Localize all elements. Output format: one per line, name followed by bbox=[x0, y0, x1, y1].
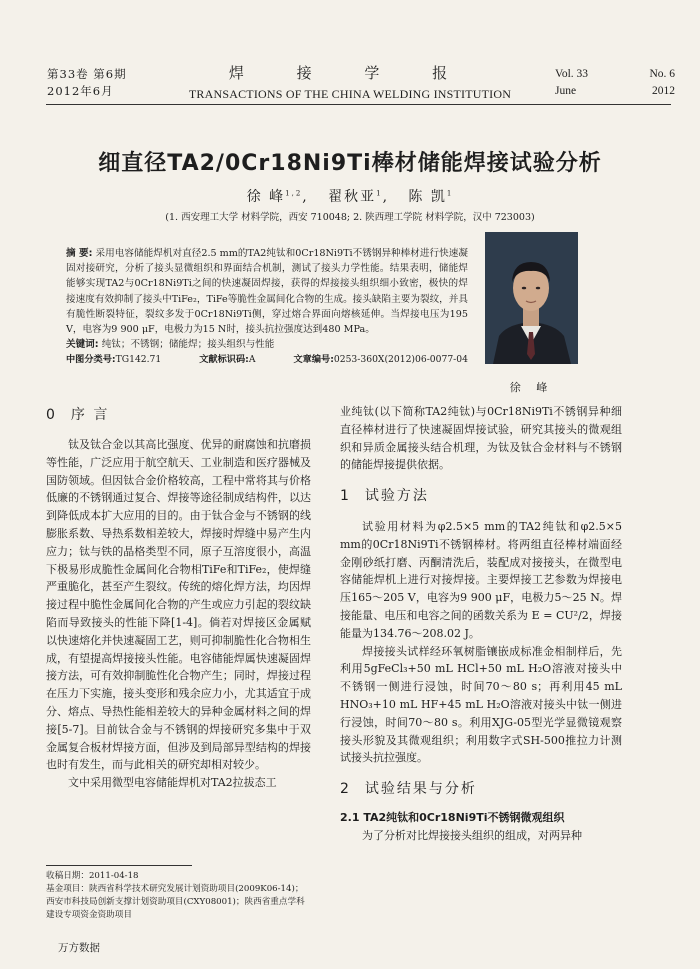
number-en: No. 6 bbox=[649, 68, 675, 80]
author-affil-mark: 1 bbox=[376, 189, 383, 198]
subsection-heading: 2.1 TA2纯钛和0Cr18Ni9Ti不锈钢微观组织 bbox=[340, 810, 565, 824]
author-name: 徐 峰 bbox=[246, 189, 286, 205]
article-number-label: 文章编号: bbox=[293, 354, 334, 366]
affiliation: (1. 西安理工大学 材料学院，西安 710048; 2. 陕西理工学院 材料学院，汉中 723003) bbox=[165, 212, 535, 223]
section-title: 试验方法 bbox=[364, 488, 429, 505]
volume-en: Vol. 33 bbox=[555, 68, 589, 80]
section-title: 序 言 bbox=[70, 407, 110, 423]
author-photo bbox=[485, 232, 578, 364]
section-number: 2 bbox=[340, 781, 351, 798]
right-column bbox=[340, 403, 622, 845]
section-heading-0 bbox=[46, 404, 109, 424]
body-paragraph: 试验用材料为φ2.5×5 mm的TA2纯钛和φ2.5×5 mm的0Cr18Ni9Ti不锈钢棒材。将两组直径棒材端面经金刚砂纸打磨、丙酮清洗后，装配成对接接头，在微型电容储能焊机上进行对接焊接。主要焊接工艺参数为焊接电压165～205 V，电容为9 900 μF，电极力5～25 N。焊接能量、电压和电容之间的函数关系为 E = CU²/2，焊接能量为134.76～208.02 J。 bbox=[340, 519, 622, 640]
author-affil-mark: 1 bbox=[446, 189, 454, 198]
section-heading-2 bbox=[340, 781, 622, 799]
clc-value: TG142.71 bbox=[115, 354, 162, 366]
funding-note: 基金项目：陕西省科学技术研究发展计划资助项目(2009K06-14)；西安市科技局创新支撑计划资助项目(CXY08001)；陕西省重点学科建设专项资金资助项目 bbox=[46, 884, 305, 920]
paper-title: 细直径TA2/0Cr18Ni9Ti棒材储能焊接试验分析 bbox=[98, 151, 602, 176]
abstract bbox=[66, 246, 468, 337]
footnotes bbox=[46, 870, 311, 922]
abstract-label: 摘 要: bbox=[66, 248, 93, 259]
issue-info-en bbox=[555, 66, 675, 100]
volume-cn: 第33卷 第6期 bbox=[47, 67, 127, 81]
header-rule bbox=[46, 104, 671, 105]
body-paragraph-continued: 业纯钛(以下简称TA2纯钛)与0Cr18Ni9Ti不锈钢异种细直径棒材进行了快速凝固焊接试验，研究其接头的微观组织和异质金属接头结合机理，为钛及钛合金材料与不锈钢的储能焊接提供依据。 bbox=[340, 405, 622, 472]
journal-name-en: TRANSACTIONS OF THE CHINA WELDING INSTITUTION bbox=[188, 87, 512, 101]
body-paragraph: 钛及钛合金以其高比强度、优异的耐腐蚀和抗磨损等性能，广泛应用于航空航天、工业制造和医疗器械及国防领域。但因钛合金价格较高，工程中常将其与价格低廉的不锈钢通过复合、焊接等途径制成结构件，以达到降低成本扩大应用的目的。由于钛合金与不锈钢的线膨胀系数、导热系数相差较大，焊接时焊缝中易产生内应力；钛与铁的晶格类型不同，原子互溶度很小，高温下极易形成脆性金属间化合物相TiFe和TiFe₂，使焊缝严重脆化，甚至产生裂纹。传统的熔化焊方法，均因焊接过程中脆性金属间化合物的产生或应力引起的裂纹缺陷而导致接头的性能下降[1-4]。倘若对焊接区金属赋以快速熔化并快速凝固工艺，则可抑制脆性化合物相生成，有望提高焊接接头性能。电容储能焊属快速凝固焊接方法，可有效抑制脆性化合物产生；同时，焊接过程在压力下实施，接头变形和残余应力小，尤其适宜于成分、熔点、导热性能相差较大的异种金属材料之间的焊接[5-7]。目前钛合金与不锈钢的焊接研究多集中于双金属复合板材焊接方面，但涉及到局部异型结构的焊接也时有发生，而与此相关的研究却相对较少。 bbox=[46, 438, 311, 772]
section-number: 0 bbox=[46, 407, 57, 423]
author-name: 陈 凯 bbox=[408, 189, 447, 205]
author-affil-mark: 1,2 bbox=[285, 189, 303, 198]
abstract-text: 采用电容储能焊机对直径2.5 mm的TA2纯钛和0Cr18Ni9Ti不锈钢异种棒材进行快速凝固对接研究，分析了接头显微组织和界面结合机制，测试了接头力学性能。结果表明，储能焊能够实现TA2与0Cr18Ni9Ti之间的快速凝固焊接，获得的焊接接头组织细小致密，极快的焊接速度有效抑制了接头中TiFe₂，TiFe等脆性金属间化合物的生成。接头缺陷主要为裂纹，并具有脆性断裂特征，裂纹多发于0Cr18Ni9Ti侧，穿过熔合界面向熔核延伸。当焊接电压为195 V，电容为9 900 μF，电极力为15 N时，接头抗拉强度达到480 MPa。 bbox=[66, 248, 468, 336]
photo-caption: 徐 峰 bbox=[509, 381, 554, 394]
month-en: June bbox=[555, 85, 577, 97]
body-paragraph: 文中采用微型电容储能焊机对TA2拉拔态工 bbox=[68, 776, 277, 790]
abstract-block bbox=[66, 246, 468, 368]
section-title: 试验结果与分析 bbox=[364, 781, 477, 798]
watermark-text: 万方数据 bbox=[58, 942, 100, 954]
issue-info-cn bbox=[47, 66, 127, 100]
keywords-label: 关键词: bbox=[66, 339, 99, 351]
clc-label: 中图分类号: bbox=[66, 354, 116, 366]
received-date: 收稿日期：2011-04-18 bbox=[46, 871, 139, 881]
left-column bbox=[46, 436, 311, 792]
keywords bbox=[66, 337, 468, 352]
doc-code-label: 文献标识码: bbox=[199, 354, 249, 366]
article-number-value: 0253-360X(2012)06-0077-04 bbox=[333, 354, 468, 366]
journal-name-cn: 焊 接 学 报 bbox=[228, 64, 472, 82]
classification-line bbox=[66, 352, 468, 367]
footnote-rule bbox=[46, 865, 192, 866]
body-paragraph: 为了分析对比焊接接头组织的组成，对两异种 bbox=[362, 828, 582, 842]
date-cn: 2012年6月 bbox=[47, 84, 114, 98]
section-heading-1 bbox=[340, 488, 622, 506]
journal-name bbox=[150, 62, 550, 102]
keywords-text: 纯钛；不锈钢；储能焊；接头组织与性能 bbox=[101, 339, 275, 351]
section-number: 1 bbox=[340, 488, 351, 505]
doc-code-value: A bbox=[248, 354, 256, 366]
year-en: 2012 bbox=[652, 85, 675, 97]
author-list: 徐 峰$^{1,2}$, 翟秋亚$^1$, 陈 凯$^1$ bbox=[246, 189, 454, 205]
author-name: 翟秋亚 bbox=[328, 189, 377, 205]
body-paragraph: 焊接接头试样经环氧树脂镶嵌成标准金相制样后，先利用5gFeCl₃+50 mL HCl+50 mL H₂O溶液对接头中不锈钢一侧进行浸蚀，时间70～80 s；再利用45 mL HNO₃+10 mL HF+45 mL H₂O溶液对接头中钛一侧进行浸蚀，时间70～80 s。利用XJG-05型光学显微镜观察接头形貌及其微观组织；利用数字式SH-500推拉力计测试接头抗拉强度。 bbox=[340, 644, 622, 765]
author-portrait-image bbox=[485, 232, 578, 364]
